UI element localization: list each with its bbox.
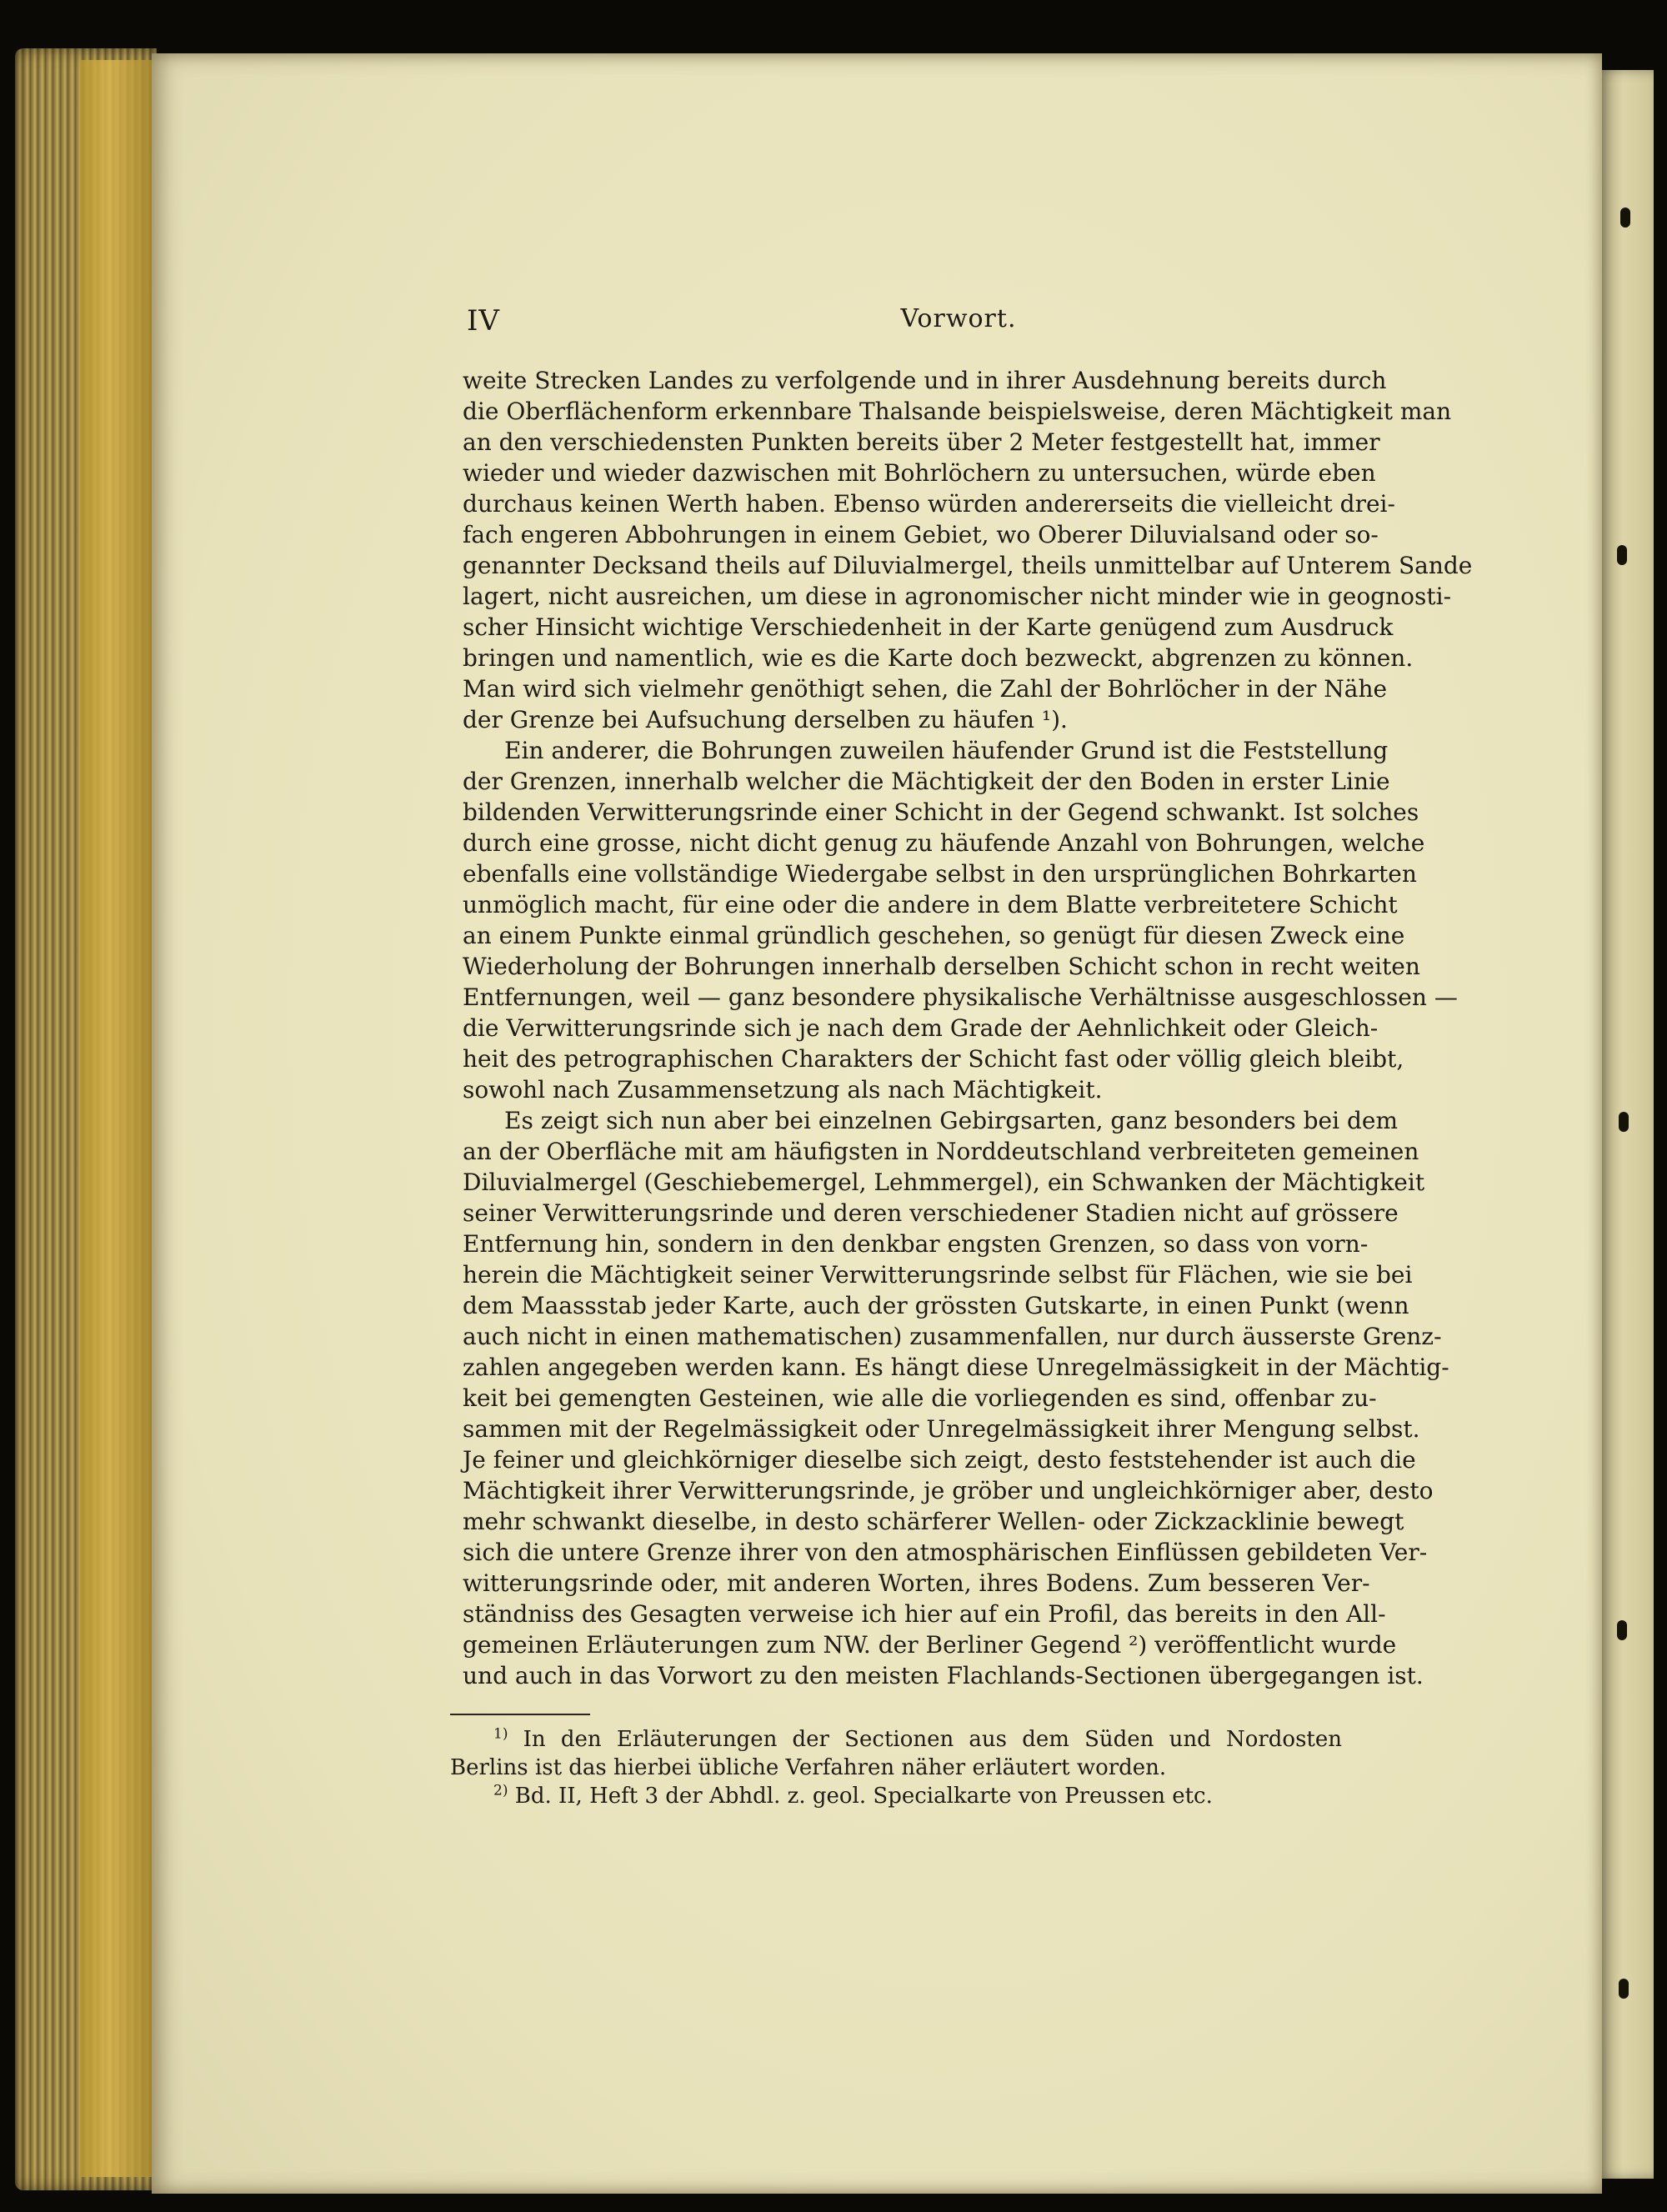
body-text bbox=[463, 365, 1473, 1691]
text-line: Entfernung hin, sondern in den denkbar engsten Grenzen, so dass von vorn- bbox=[463, 1230, 1369, 1258]
page-header bbox=[467, 304, 1367, 346]
paragraph bbox=[463, 1105, 1449, 1691]
text-line: gemeinen Erläuterungen zum NW. der Berliner Gegend ²) veröffentlicht wurde bbox=[463, 1631, 1397, 1659]
gilt-page-edges bbox=[80, 60, 152, 2177]
text-line: Ein anderer, die Bohrungen zuweilen häufender Grund ist die Feststellung bbox=[504, 737, 1389, 764]
text-line: Man wird sich vielmehr genöthigt sehen, die Zahl der Bohrlöcher in der Nähe bbox=[463, 675, 1388, 703]
text-line: Mächtigkeit ihrer Verwitterungsrinde, je gröber und ungleichkörniger aber, desto bbox=[463, 1477, 1434, 1504]
footnote bbox=[450, 1782, 1342, 1810]
footnote-marker: 1) bbox=[493, 1725, 508, 1743]
text-line: Je feiner und gleichkörniger dieselbe sich zeigt, desto feststehender ist auch die bbox=[463, 1446, 1416, 1474]
text-line: ständniss des Gesagten verweise ich hier auf ein Profil, das bereits in den All- bbox=[463, 1600, 1386, 1628]
text-line: der Grenze bei Aufsuchung derselben zu häufen ¹). bbox=[463, 706, 1068, 733]
paragraph bbox=[463, 735, 1458, 1105]
text-line: sich die untere Grenze ihrer von den atmosphärischen Einflüssen gebildeten Ver- bbox=[463, 1539, 1428, 1566]
text-line: an einem Punkte einmal gründlich geschehen, so genügt für diesen Zweck eine bbox=[463, 922, 1405, 949]
text-line: mehr schwankt dieselbe, in desto schärferer Wellen- oder Zickzacklinie bewegt bbox=[463, 1508, 1404, 1535]
paragraph bbox=[463, 365, 1473, 735]
footnote-text: In den Erläuterungen der Sectionen aus dem Süden und Nordosten bbox=[523, 1727, 1342, 1752]
text-line: keit bei gemengten Gesteinen, wie alle die vorliegenden es sind, offenbar zu- bbox=[463, 1384, 1377, 1412]
footnote bbox=[450, 1725, 1342, 1782]
text-line: ebenfalls eine vollständige Wiedergabe selbst in den ursprünglichen Bohrkarten bbox=[463, 860, 1417, 888]
binding-stitch bbox=[1617, 1620, 1627, 1640]
text-line: fach engeren Abbohrungen in einem Gebiet, wo Oberer Diluvialsand oder so- bbox=[463, 521, 1379, 548]
footnote-line bbox=[450, 1782, 1342, 1810]
text-line: durchaus keinen Werth haben. Ebenso würden andererseits die vielleicht drei- bbox=[463, 490, 1395, 518]
text-line: der Grenzen, innerhalb welcher die Mächtigkeit der den Boden in erster Linie bbox=[463, 768, 1390, 795]
text-line: scher Hinsicht wichtige Verschiedenheit in der Karte genügend zum Ausdruck bbox=[463, 613, 1394, 641]
text-line: weite Strecken Landes zu verfolgende und in ihrer Ausdehnung bereits durch bbox=[463, 367, 1387, 394]
footnotes bbox=[450, 1725, 1342, 1810]
text-line: die Oberflächenform erkennbare Thalsande beispielsweise, deren Mächtigkeit man bbox=[463, 398, 1452, 425]
text-line: dem Maassstab jeder Karte, auch der grössten Gutskarte, in einen Punkt (wenn bbox=[463, 1292, 1409, 1319]
footnote-line: Berlins ist das hierbei übliche Verfahren näher erläutert worden. bbox=[450, 1755, 1167, 1780]
facing-page-edge bbox=[1599, 70, 1654, 2179]
text-line: zahlen angegeben werden kann. Es hängt diese Unregelmässigkeit in der Mächtig- bbox=[463, 1354, 1449, 1381]
text-line: Entfernungen, weil — ganz besondere physikalische Verhältnisse ausgeschlossen — bbox=[463, 983, 1458, 1011]
text-line: witterungsrinde oder, mit anderen Worten, ihres Bodens. Zum besseren Ver- bbox=[463, 1569, 1370, 1597]
text-line: herein die Mächtigkeit seiner Verwitterungsrinde selbst für Flächen, wie sie bei bbox=[463, 1261, 1413, 1289]
text-line: wieder und wieder dazwischen mit Bohrlöchern zu untersuchen, würde eben bbox=[463, 459, 1376, 487]
binding-stitch bbox=[1619, 1979, 1629, 1999]
text-line: die Verwitterungsrinde sich je nach dem Grade der Aehnlichkeit oder Gleich- bbox=[463, 1014, 1379, 1042]
footnote-text: Bd. II, Heft 3 der Abhdl. z. geol. Specialkarte von Preussen etc. bbox=[514, 1784, 1213, 1809]
text-line: Diluvialmergel (Geschiebemergel, Lehmmergel), ein Schwanken der Mächtigkeit bbox=[463, 1169, 1425, 1196]
text-line: unmöglich macht, für eine oder die andere in dem Blatte verbreitetere Schicht bbox=[463, 891, 1398, 918]
text-line: lagert, nicht ausreichen, um diese in agronomischer nicht minder wie in geognosti- bbox=[463, 583, 1452, 610]
text-line: genannter Decksand theils auf Diluvialmergel, theils unmittelbar auf Unterem Sande bbox=[463, 552, 1473, 579]
binding-stitch bbox=[1619, 1112, 1629, 1132]
text-line: heit des petrographischen Charakters der Schicht fast oder völlig gleich bleibt, bbox=[463, 1045, 1404, 1073]
footnote-divider bbox=[450, 1714, 590, 1715]
text-line: seiner Verwitterungsrinde und deren verschiedener Stadien nicht auf grössere bbox=[463, 1199, 1399, 1227]
text-line: sowohl nach Zusammensetzung als nach Mächtigkeit. bbox=[463, 1076, 1103, 1103]
footnote-marker: 2) bbox=[493, 1782, 508, 1799]
text-line: bildenden Verwitterungsrinde einer Schicht in der Gegend schwankt. Ist solches bbox=[463, 798, 1419, 826]
text-line: Es zeigt sich nun aber bei einzelnen Gebirgsarten, ganz besonders bei dem bbox=[504, 1107, 1399, 1134]
binding-stitch bbox=[1620, 208, 1630, 228]
text-line: bringen und namentlich, wie es die Karte doch bezweckt, abgrenzen zu können. bbox=[463, 644, 1414, 672]
footnote-line bbox=[450, 1725, 1342, 1754]
running-head: Vorwort. bbox=[900, 304, 1017, 333]
text-line: an den verschiedensten Punkten bereits über 2 Meter festgestellt hat, immer bbox=[463, 428, 1380, 456]
text-line: durch eine grosse, nicht dicht genug zu häufende Anzahl von Bohrungen, welche bbox=[463, 829, 1425, 857]
text-line: und auch in das Vorwort zu den meisten Flachlands-Sectionen übergegangen ist. bbox=[463, 1662, 1424, 1689]
text-line: auch nicht in einen mathematischen) zusammenfallen, nur durch äusserste Grenz- bbox=[463, 1323, 1442, 1350]
binding-stitch bbox=[1617, 545, 1627, 565]
page-number: IV bbox=[467, 304, 500, 338]
text-line: an der Oberfläche mit am häufigsten in Norddeutschland verbreiteten gemeinen bbox=[463, 1138, 1419, 1165]
text-line: sammen mit der Regelmässigkeit oder Unregelmässigkeit ihrer Mengung selbst. bbox=[463, 1415, 1420, 1443]
text-line: Wiederholung der Bohrungen innerhalb derselben Schicht schon in recht weiten bbox=[463, 953, 1420, 980]
